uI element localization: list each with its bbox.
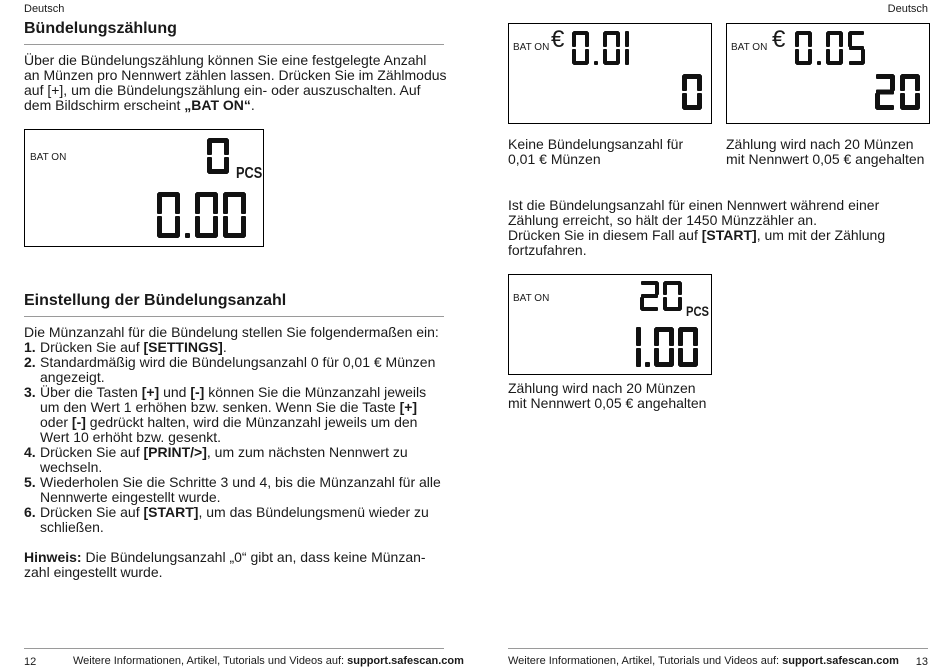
segment	[224, 139, 229, 155]
segment	[826, 49, 830, 64]
caption-display-stopped	[508, 381, 728, 411]
page-number-right: 13	[915, 656, 928, 668]
count-readout	[875, 74, 920, 115]
euro-sign: €	[772, 26, 786, 53]
segment	[213, 193, 218, 214]
segment	[697, 93, 702, 109]
text: oder	[40, 414, 72, 430]
seven-segment-digits	[636, 327, 698, 367]
segment	[839, 49, 843, 64]
segment	[207, 157, 212, 173]
caption-line: Zählung wird nach 20 Münzen	[726, 136, 914, 152]
segment	[572, 49, 576, 64]
note-line	[24, 550, 454, 565]
footer-text: Weitere Informationen, Artikel, Tutorials und Videos auf:	[508, 655, 783, 667]
paragraph-line: fortzufahren.	[508, 242, 587, 258]
step-item	[24, 355, 454, 385]
section-title-bundle-counting: Bündelungszählung	[24, 20, 177, 37]
paragraph-line	[508, 228, 928, 243]
segment	[603, 49, 607, 64]
page-number-left: 12	[24, 656, 37, 668]
segment	[663, 282, 667, 295]
segment	[625, 49, 629, 65]
segment	[224, 157, 229, 173]
segment	[175, 216, 180, 237]
text: und	[159, 384, 191, 400]
lcd-display-001	[508, 23, 712, 124]
segment	[663, 297, 667, 310]
segment	[678, 282, 682, 295]
seven-segment-digits	[207, 138, 229, 174]
text: Drücken Sie in diesem Fall auf	[508, 227, 702, 243]
segment	[848, 32, 852, 47]
bat-on-label: „BAT ON“	[184, 97, 251, 113]
key-name: [PRINT/>]	[143, 444, 207, 460]
segment	[241, 193, 246, 214]
note-paragraph	[24, 550, 454, 580]
segment	[697, 75, 702, 91]
caption-line: mit Nennwert 0,05 € angehalten	[726, 151, 925, 167]
segment	[826, 32, 830, 47]
step-item	[24, 385, 454, 445]
segment	[603, 32, 607, 47]
seven-segment-digits	[572, 31, 629, 65]
segment	[795, 49, 799, 64]
text: , um zum nächsten Nennwert zu	[206, 444, 408, 460]
setup-intro: Die Münzanzahl für die Bündelung stellen Sie folgendermaßen ein:	[24, 324, 439, 340]
segment	[616, 49, 620, 64]
text: .	[250, 97, 255, 113]
key-name: [START]	[143, 504, 199, 520]
segment	[213, 216, 218, 237]
segment	[157, 216, 162, 237]
text: Drücken Sie auf	[40, 444, 144, 460]
caption-display-005	[726, 137, 941, 167]
segment	[678, 297, 682, 310]
intro-paragraph	[24, 53, 454, 113]
step-number: 1.	[24, 339, 36, 355]
seven-segment-digits	[875, 74, 920, 110]
text: schließen.	[40, 519, 104, 535]
divider	[24, 316, 444, 317]
text: um den Wert 1 erhöhen bzw. senken. Wenn Sie die Taste	[40, 399, 400, 415]
text: Drücken Sie auf	[40, 504, 144, 520]
decimal-point	[817, 61, 821, 65]
segment	[915, 93, 920, 109]
bat-on-indicator: BAT ON	[731, 42, 768, 53]
seven-segment-digits	[795, 31, 865, 65]
segment	[900, 93, 905, 109]
segment	[654, 328, 659, 346]
segment	[585, 49, 589, 64]
key-name: [-]	[71, 414, 86, 430]
seven-segment-digits	[682, 74, 702, 110]
segment	[682, 75, 687, 91]
segment	[678, 348, 683, 366]
text: , um das Bündelungsmenü wieder zu	[198, 504, 429, 520]
caption-line: mit Nennwert 0,05 € angehalten	[508, 395, 707, 411]
caption-line: Keine Bündelungsanzahl für	[508, 136, 684, 152]
lcd-display-bat-on	[24, 129, 264, 247]
key-name: [+]	[399, 399, 418, 415]
decimal-point	[594, 61, 598, 65]
note-label: Hinweis:	[24, 549, 82, 565]
pcs-label: PCS	[686, 303, 710, 319]
intro-line: auf [+], um die Bündelungszählung ein- oder auszuschalten. Auf	[24, 82, 421, 98]
segment	[669, 328, 674, 346]
segment	[678, 328, 683, 346]
segment	[655, 282, 659, 295]
segment	[693, 348, 698, 366]
segment	[915, 75, 920, 91]
footer-divider	[508, 648, 928, 649]
segment	[839, 32, 843, 47]
text: Standardmäßig wird die Bündelungsanzahl 0 für 0,01 € Münzen	[40, 354, 436, 370]
caption-display-001	[508, 137, 718, 167]
text: Die Bündelungsanzahl „0“ gibt an, dass keine Münzan-	[81, 549, 426, 565]
count-readout	[682, 74, 702, 115]
segment	[616, 32, 620, 47]
support-link[interactable]: support.safescan.com	[347, 655, 464, 667]
seven-segment-digits	[157, 192, 246, 238]
segment	[223, 193, 228, 214]
text: Über die Tasten	[40, 384, 142, 400]
text: angezeigt.	[40, 369, 105, 385]
support-link[interactable]: support.safescan.com	[782, 655, 899, 667]
value-readout	[157, 192, 246, 243]
steps-list	[24, 340, 454, 535]
text: wechseln.	[40, 459, 103, 475]
segment	[572, 32, 576, 47]
segment	[669, 348, 674, 366]
count-readout	[640, 281, 682, 316]
stop-paragraph	[508, 198, 928, 258]
step-number: 2.	[24, 354, 36, 370]
intro-line: Über die Bündelungszählung können Sie eine festgelegte Anzahl	[24, 52, 427, 68]
lcd-display-stopped	[508, 274, 712, 375]
value-readout	[636, 327, 698, 372]
step-number: 4.	[24, 444, 36, 460]
segment	[157, 193, 162, 214]
key-name: [START]	[701, 227, 757, 243]
step-item	[24, 445, 454, 475]
segment	[207, 139, 212, 155]
decimal-point	[185, 233, 190, 238]
segment	[808, 32, 812, 47]
footer-left	[73, 655, 464, 667]
paragraph-line: Ist die Bündelungsanzahl für einen Nennwert während einer	[508, 197, 880, 213]
text: Wert 10 erhöht bzw. gesenkt.	[40, 429, 222, 445]
bat-on-indicator: BAT ON	[513, 293, 550, 304]
segment	[900, 75, 905, 91]
key-name: [-]	[190, 384, 205, 400]
lcd-display-005	[726, 23, 930, 124]
text: Drücken Sie auf	[40, 339, 144, 355]
key-name: [SETTINGS]	[143, 339, 223, 355]
intro-line: an Münzen pro Nennwert zählen lassen. Drücken Sie im Zählmodus	[24, 67, 447, 83]
divider	[24, 44, 444, 45]
setup-instructions	[24, 325, 454, 535]
segment	[223, 216, 228, 237]
language-label-left: Deutsch	[24, 3, 65, 15]
intro-line	[24, 98, 454, 113]
paragraph-line: Zählung erreicht, so hält der 1450 Münzzähler an.	[508, 212, 817, 228]
section-title-bundle-setup: Einstellung der Bündelungsanzahl	[24, 292, 287, 309]
text: gedrückt halten, wird die Münzanzahl jeweils um den	[85, 414, 418, 430]
count-readout	[207, 138, 229, 179]
footer-text: Weitere Informationen, Artikel, Tutorials und Videos auf:	[73, 655, 348, 667]
segment	[795, 32, 799, 47]
text: können Sie die Münzanzahl jeweils	[204, 384, 427, 400]
segment	[585, 32, 589, 47]
segment	[861, 49, 865, 64]
bat-on-indicator: BAT ON	[513, 42, 550, 53]
step-number: 6.	[24, 504, 36, 520]
segment	[654, 348, 659, 366]
segment	[693, 328, 698, 346]
step-number: 3.	[24, 384, 36, 400]
segment	[640, 297, 644, 310]
step-number: 5.	[24, 474, 36, 490]
step-item	[24, 475, 454, 505]
segment	[890, 75, 895, 91]
text: .	[222, 339, 227, 355]
segment	[241, 216, 246, 237]
footer-divider	[24, 648, 444, 649]
seven-segment-digits	[640, 281, 682, 311]
segment	[195, 216, 200, 237]
text: , um mit der Zählung	[756, 227, 886, 243]
pcs-label: PCS	[236, 165, 263, 182]
footer-right	[508, 655, 899, 667]
text: Wiederholen Sie die Schritte 3 und 4, bis die Münzanzahl für alle	[40, 474, 441, 490]
caption-line: 0,01 € Münzen	[508, 151, 601, 167]
segment	[875, 93, 880, 109]
segment	[625, 31, 629, 47]
text: Nennwerte eingestellt wurde.	[40, 489, 221, 505]
value-readout	[572, 31, 629, 70]
segment	[195, 193, 200, 214]
segment	[636, 327, 641, 346]
euro-sign: €	[551, 26, 565, 53]
segment	[682, 93, 687, 109]
segment	[636, 348, 641, 367]
step-item	[24, 340, 454, 355]
key-name: [+]	[141, 384, 160, 400]
segment	[175, 193, 180, 214]
segment	[808, 49, 812, 64]
bat-on-indicator: BAT ON	[30, 152, 67, 163]
text: dem Bildschirm erscheint	[24, 97, 185, 113]
caption-line: Zählung wird nach 20 Münzen	[508, 380, 696, 396]
note-line: zahl eingestellt wurde.	[24, 564, 163, 580]
decimal-point	[645, 362, 650, 367]
language-label-right: Deutsch	[887, 3, 928, 15]
step-item	[24, 505, 454, 535]
value-readout	[795, 31, 865, 70]
